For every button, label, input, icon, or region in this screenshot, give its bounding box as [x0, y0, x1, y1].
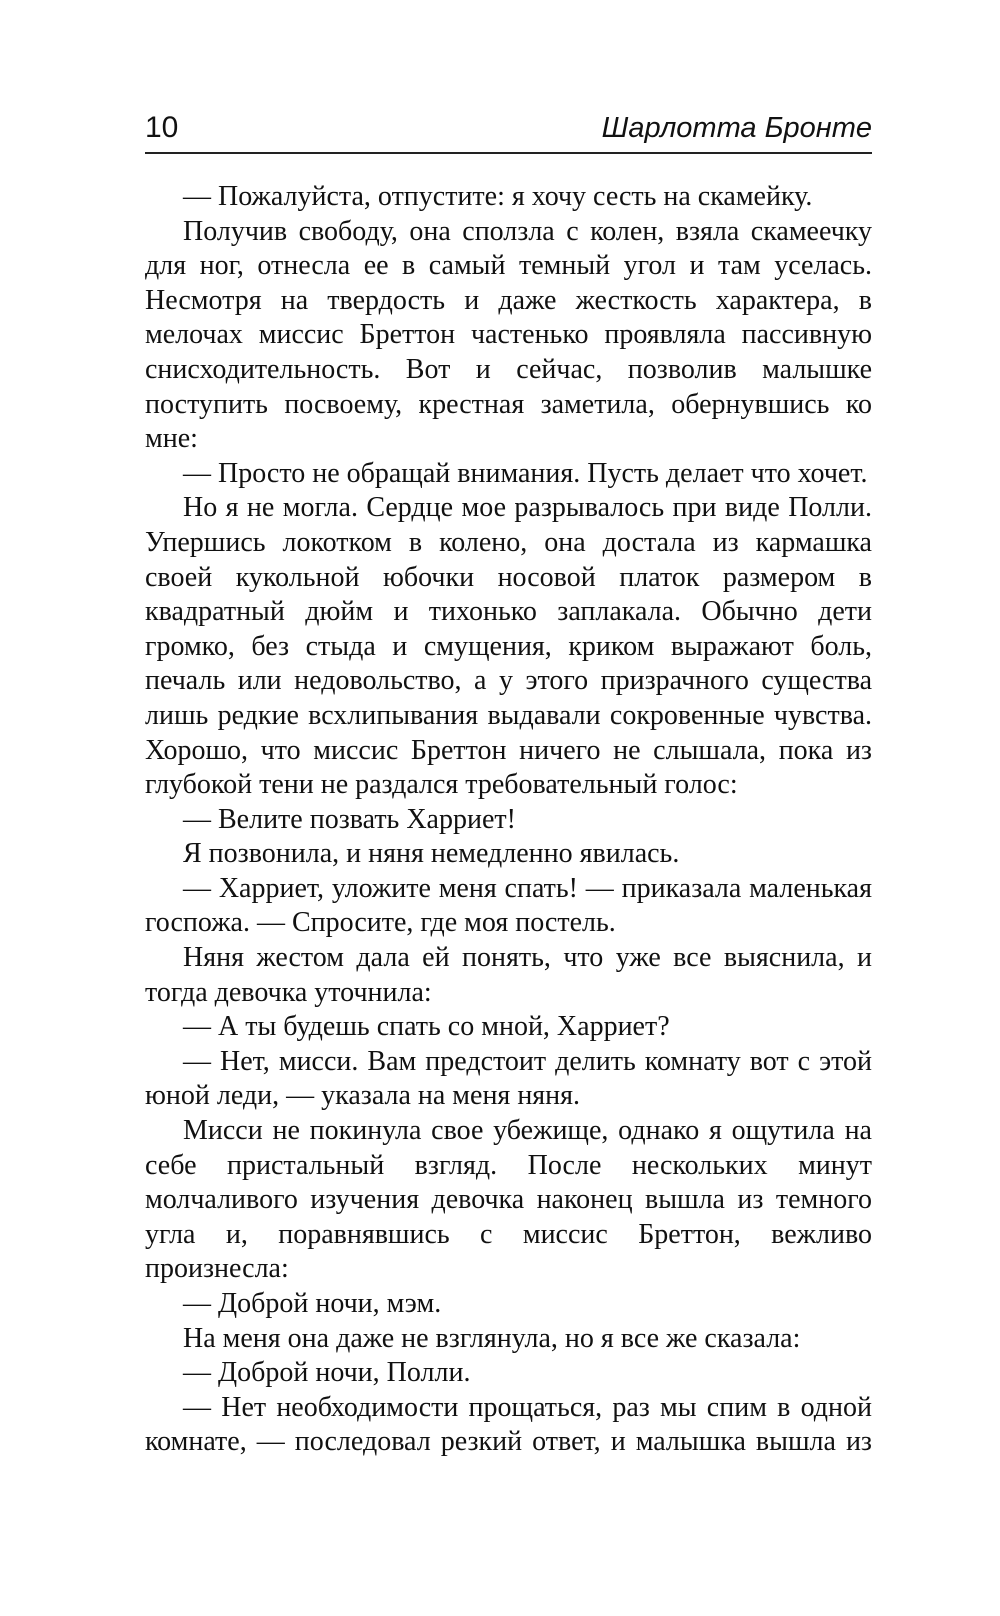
body-text: [145, 180, 872, 1460]
paragraph: На меня она даже не взглянула, но я все же сказала:: [183, 1322, 801, 1354]
paragraph: — Пожалуйста, отпустите: я хочу сесть на скамейку.: [183, 181, 813, 212]
paragraph: — Доброй ночи, Полли.: [183, 1357, 471, 1389]
running-header-author: Шарлотта Бронте: [601, 112, 872, 144]
page-number: 10: [145, 111, 179, 144]
paragraph: — Харриет, уложите меня спать! — приказала маленькая госпожа. — Спросите, где моя постель.: [145, 872, 872, 939]
paragraph: — Велите позвать Харриет!: [183, 803, 516, 835]
paragraph: Я позвонила, и няня немедленно явилась.: [183, 838, 680, 870]
running-header: [145, 108, 872, 154]
paragraph: — Просто не обращай внимания. Пусть делает что хочет.: [183, 457, 868, 489]
paragraph: — Доброй ночи, мэм.: [183, 1288, 442, 1319]
paragraph: Няня жестом дала ей понять, что уже все выяснила, и тогда девочка уточнила:: [145, 942, 872, 1008]
paragraph: — Нет, мисси. Вам предстоит делить комнату вот с этой юной леди, — указала на меня няня.: [145, 1045, 872, 1112]
paragraph: Мисси не покинула свое убежище, однако я ощутила на себе пристальный взгляд. После нескольких минут молчаливого изучения девочка наконец вышла из темного угла и, поравнявшись с миссис Бреттон, вежливо произнесла:: [145, 1115, 872, 1285]
paragraph: Но я не могла. Сердце мое разрывалось при виде Полли. Упершись локотком в колено, она достала из кармашка своей кукольной юбочки носовой платок размером в квадратный дюйм и тихонько заплакала. Обычно дети громко, без стыда и смущения, криком выражают боль, печаль или недовольство, а у этого призрачного существа лишь редкие всхлипывания выдавали сокровенные чувства. Хорошо, что миссис Бреттон ничего не слышала, пока из глубокой тени не раздался требовательный голос:: [145, 492, 872, 801]
paragraph: — Нет необходимости прощаться, раз мы спим в одной комнате, — последовал резкий ответ, и малышка вышла из: [145, 1391, 872, 1458]
paragraph: — А ты будешь спать со мной, Харриет?: [183, 1011, 670, 1043]
paragraph: Получив свободу, она сползла с колен, взяла скамеечку для ног, отнесла ее в самый темный угол и там уселась. Несмотря на твердость и даже жесткость характера, в мелочах миссис Бреттон частенько проявляла пассивную снисходительность. Вот и сейчас, позволив малышке поступить посвоему, крестная заметила, обернувшись ко мне:: [145, 215, 872, 455]
